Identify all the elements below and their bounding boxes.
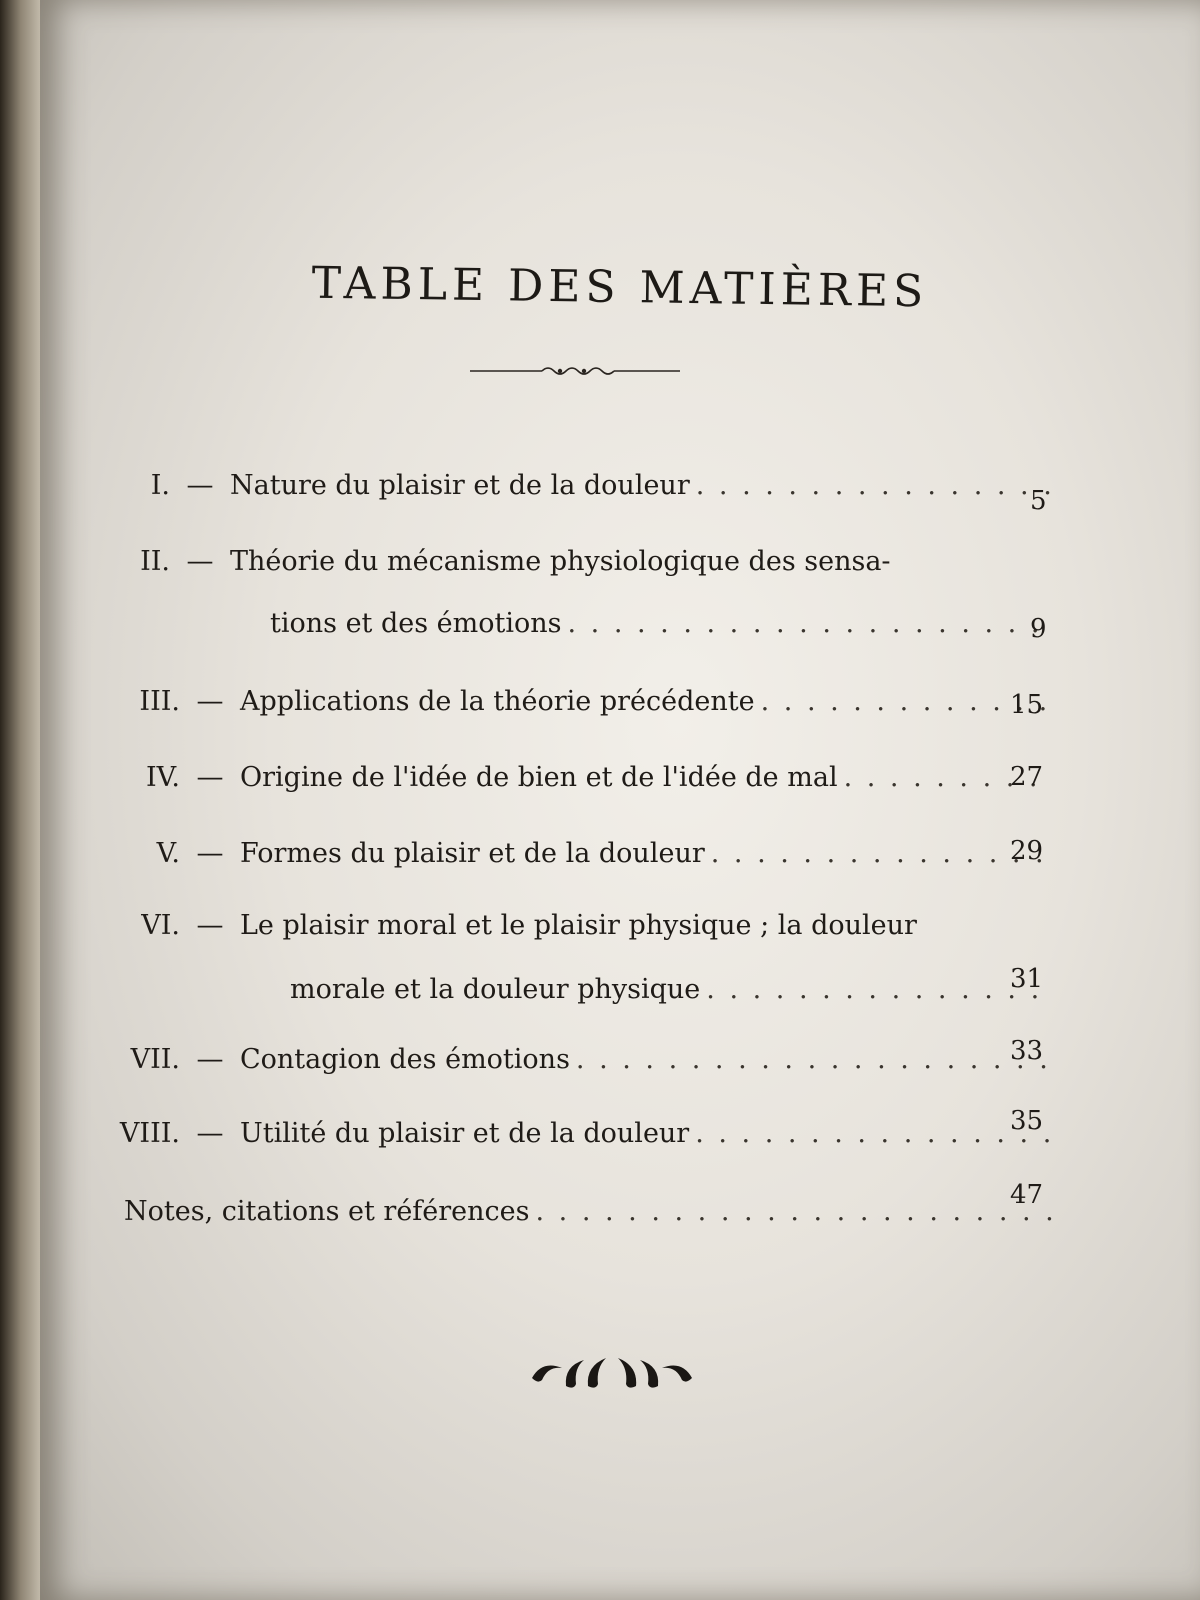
chapter-number: III. xyxy=(139,686,180,717)
page-number: 35 xyxy=(1010,1106,1044,1136)
page-number: 5 xyxy=(1030,486,1047,516)
dash: — xyxy=(196,686,224,717)
chapter-title: Le plaisir moral et le plaisir physique ; la douleur xyxy=(240,910,917,941)
fleuron-ornament xyxy=(522,1352,702,1392)
chapter-title: Applications de la théorie précédente xyxy=(240,686,755,717)
leader-dots xyxy=(536,1196,1054,1227)
leader-dots xyxy=(706,974,1054,1005)
dash: — xyxy=(186,546,214,577)
leader-dots xyxy=(568,608,1054,639)
chapter-number: VIII. xyxy=(119,1118,180,1149)
page-number: 27 xyxy=(1010,762,1044,792)
toc-entry-8 xyxy=(110,1118,1060,1149)
chapter-title: Nature du plaisir et de la douleur xyxy=(230,470,690,501)
toc-entry-3 xyxy=(120,686,1060,717)
toc-entry-1 xyxy=(120,470,1060,501)
dash: — xyxy=(196,910,224,941)
page-number: 47 xyxy=(1010,1180,1044,1210)
chapter-title: Utilité du plaisir et de la douleur xyxy=(240,1118,690,1149)
toc-entry-6-continuation xyxy=(290,974,1060,1005)
page-number: 29 xyxy=(1010,836,1044,866)
toc-entry-4 xyxy=(120,762,1060,793)
chapter-title-continued: tions et des émotions xyxy=(270,608,562,639)
toc-entry-6 xyxy=(120,910,1050,941)
chapter-number: I. xyxy=(150,470,170,501)
leader-dots xyxy=(695,1118,1054,1149)
leader-dots xyxy=(576,1044,1054,1075)
chapter-title: Contagion des émotions xyxy=(240,1044,570,1075)
chapter-number: VII. xyxy=(130,1044,180,1075)
dash: — xyxy=(196,1118,224,1149)
chapter-title: Théorie du mécanisme physiologique des sensa- xyxy=(230,546,891,577)
notes-title: Notes, citations et références xyxy=(124,1196,530,1227)
dash: — xyxy=(196,1044,224,1075)
dash: — xyxy=(196,838,224,869)
page-title: TABLE DES MATIÈRES xyxy=(311,257,929,318)
book-page xyxy=(40,0,1200,1600)
page-number: 15 xyxy=(1010,690,1044,720)
chapter-number: VI. xyxy=(141,910,180,941)
dash: — xyxy=(196,762,224,793)
toc-entry-2 xyxy=(120,546,1030,577)
toc-notes-entry xyxy=(124,1196,1060,1227)
leader-dots xyxy=(711,838,1054,869)
chapter-title-continued: morale et la douleur physique xyxy=(290,974,701,1005)
toc-entry-2-continuation xyxy=(270,608,1060,639)
chapter-title: Formes du plaisir et de la douleur xyxy=(240,838,705,869)
chapter-number: II. xyxy=(140,546,170,577)
dash: — xyxy=(186,470,214,501)
chapter-number: V. xyxy=(156,838,180,869)
leader-dots xyxy=(696,470,1054,501)
chapter-number: IV. xyxy=(145,762,180,793)
chapter-title: Origine de l'idée de bien et de l'idée de mal xyxy=(240,762,838,793)
toc-entry-7 xyxy=(120,1044,1060,1075)
toc-entry-5 xyxy=(120,838,1060,869)
page-number: 31 xyxy=(1010,964,1044,994)
page-number: 33 xyxy=(1010,1036,1044,1066)
page-number: 9 xyxy=(1030,614,1047,644)
